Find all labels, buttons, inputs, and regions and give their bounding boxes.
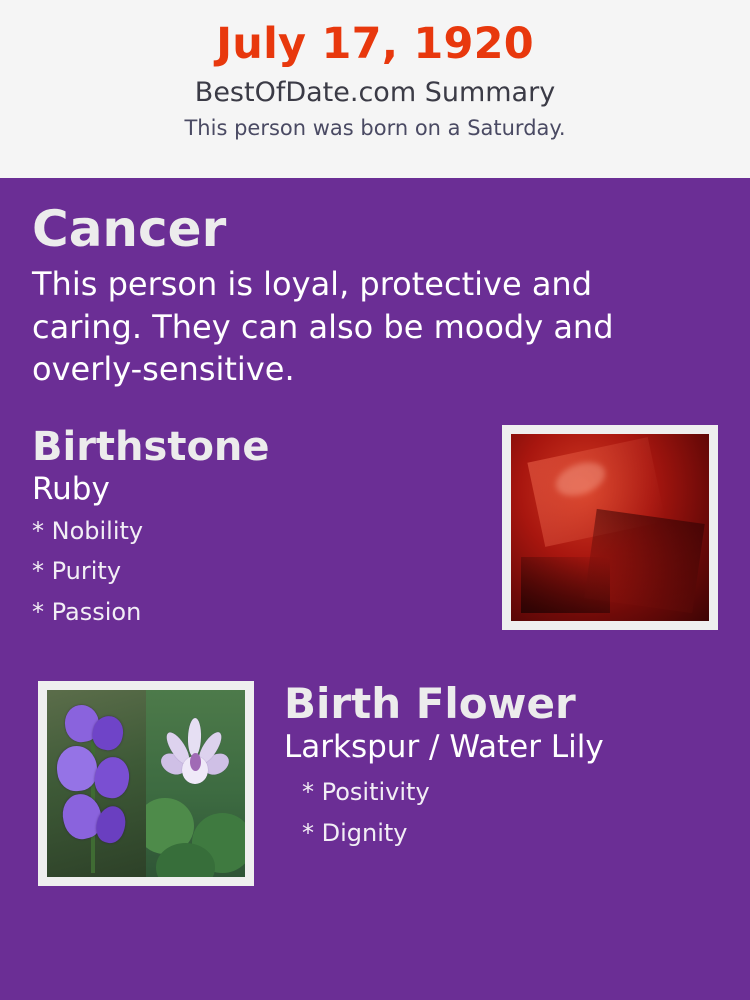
birthflower-title: Birth Flower [284, 678, 576, 728]
water-lily-image [146, 690, 245, 877]
birthstone-trait: * Nobility [32, 516, 144, 545]
larkspur-petal-icon [92, 755, 132, 801]
birthstone-title: Birthstone [32, 423, 270, 470]
birthflower-name: Larkspur / Water Lily [284, 728, 604, 765]
birthflower-section [32, 678, 718, 901]
water-lily-bloom-icon [168, 723, 223, 805]
ruby-facet-icon [521, 557, 610, 613]
page-title: July 17, 1920 [216, 19, 534, 69]
ruby-image-inner [511, 434, 709, 621]
larkspur-water-lily-photo [38, 681, 254, 886]
birth-weekday-note: This person was born on a Saturday. [184, 116, 566, 141]
ruby-gemstone-photo [502, 425, 718, 630]
birthflower-trait: * Positivity [302, 778, 430, 807]
zodiac-sign-name: Cancer [32, 200, 227, 258]
birthstone-section [32, 425, 718, 655]
site-summary-label: BestOfDate.com Summary [194, 77, 556, 109]
birthstone-trait: * Passion [32, 598, 142, 627]
birthstone-trait: * Purity [32, 557, 122, 586]
zodiac-description: This person is loyal, protective and caring. They can also be moody and overly-sensitive. [32, 265, 614, 389]
birthflower-trait: * Dignity [302, 818, 408, 847]
birthflower-text [284, 678, 718, 848]
page-header [0, 0, 750, 178]
birthstone-text [32, 425, 472, 627]
larkspur-image [47, 690, 146, 877]
flower-image-inner [47, 690, 245, 877]
lily-center-icon [190, 753, 201, 771]
birthflower-traits [284, 778, 718, 848]
zodiac-panel [0, 178, 750, 1000]
birthstone-name: Ruby [32, 471, 110, 508]
